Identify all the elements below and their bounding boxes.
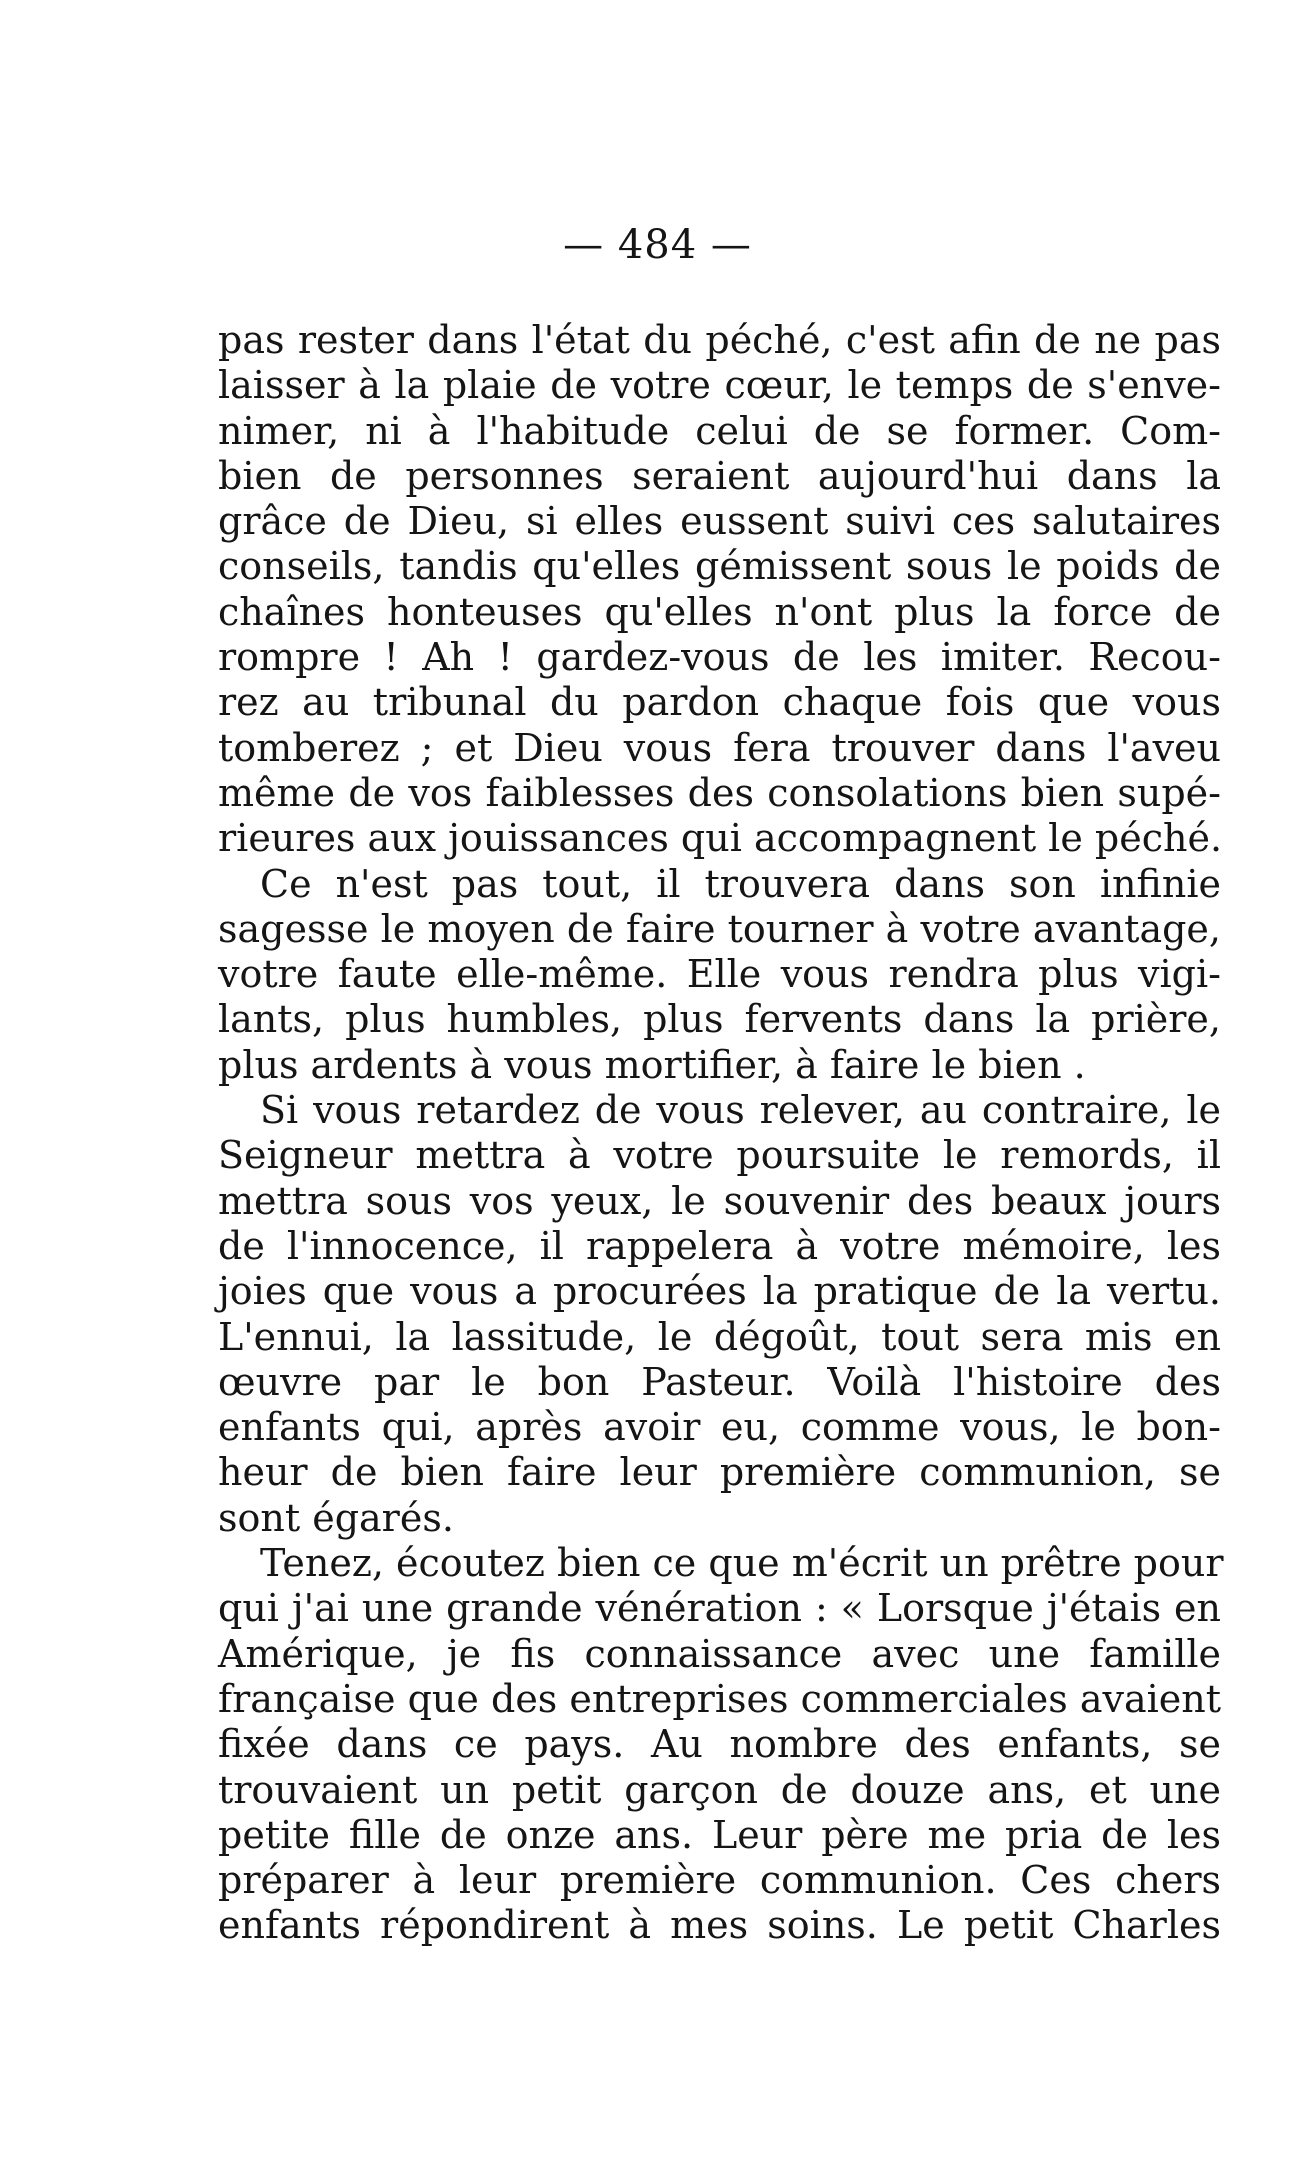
text-line: tomberez ; et Dieu vous fera trouver dans l'aveu — [218, 725, 1221, 770]
text-line: rieures aux jouissances qui accompagnent le péché. — [218, 816, 1223, 861]
text-line: enfants qui, après avoir eu, comme vous, le bon- — [218, 1405, 1221, 1450]
text-line: chaînes honteuses qu'elles n'ont plus la force de — [218, 589, 1221, 634]
text-line: joies que vous a procurées la pratique de la vertu. — [218, 1269, 1221, 1314]
text-line: pas rester dans l'état du péché, c'est afin de ne pas — [218, 318, 1221, 362]
text-line: trouvaient un petit garçon de douze ans, et une — [218, 1767, 1221, 1812]
text-line: Ce n'est pas tout, il trouvera dans son infinie — [260, 861, 1221, 906]
text-line: rompre ! Ah ! gardez-vous de les imiter. Recou- — [218, 635, 1221, 680]
text-line: conseils, tandis qu'elles gémissent sous le poids de — [218, 544, 1221, 589]
text-line: qui j'ai une grande vénération : « Lorsque j'étais en — [218, 1586, 1221, 1631]
text-line: petite fille de onze ans. Leur père me pria de les — [218, 1812, 1221, 1857]
text-line: grâce de Dieu, si elles eussent suivi ces salutaires — [218, 499, 1221, 544]
text-line: sont égarés. — [218, 1495, 454, 1540]
text-line: enfants répondirent à mes soins. Le petit Charles — [218, 1903, 1221, 1948]
text-line: heur de bien faire leur première communion, se — [218, 1450, 1221, 1495]
text-line: fixée dans ce pays. Au nombre des enfants, se — [218, 1722, 1221, 1767]
text-line: plus ardents à vous mortifier, à faire le bien . — [218, 1042, 1086, 1087]
text-line: Si vous retardez de vous relever, au contraire, le — [260, 1088, 1221, 1133]
text-line: Seigneur mettra à votre poursuite le remords, il — [218, 1133, 1221, 1178]
text-line: nimer, ni à l'habitude celui de se former. Com- — [218, 408, 1221, 453]
text-line: de l'innocence, il rappelera à votre mémoire, les — [218, 1223, 1221, 1268]
text-line: Tenez, écoutez bien ce que m'écrit un prêtre pour — [260, 1541, 1224, 1586]
text-line: préparer à leur première communion. Ces chers — [218, 1858, 1221, 1903]
text-line: française que des entreprises commerciales avaient — [218, 1676, 1221, 1721]
text-line: votre faute elle-même. Elle vous rendra plus vigi- — [218, 952, 1221, 997]
text-line: bien de personnes seraient aujourd'hui dans la — [218, 453, 1221, 498]
text-line: L'ennui, la lassitude, le dégoût, tout sera mis en — [218, 1314, 1221, 1359]
text-line: laisser à la plaie de votre cœur, le temps de s'enve- — [218, 363, 1221, 408]
text-line: mettra sous vos yeux, le souvenir des beaux jours — [218, 1178, 1221, 1223]
page-number: — 484 — — [563, 222, 752, 268]
text-line: même de vos faiblesses des consolations bien supé- — [218, 770, 1221, 815]
text-line: Amérique, je fis connaissance avec une famille — [218, 1631, 1221, 1676]
text-line: rez au tribunal du pardon chaque fois que vous — [218, 680, 1221, 725]
body-text — [218, 318, 1224, 1949]
text-line: œuvre par le bon Pasteur. Voilà l'histoire des — [218, 1359, 1221, 1404]
text-line: sagesse le moyen de faire tourner à votre avantage, — [218, 906, 1221, 951]
text-line: lants, plus humbles, plus fervents dans la prière, — [218, 997, 1221, 1042]
